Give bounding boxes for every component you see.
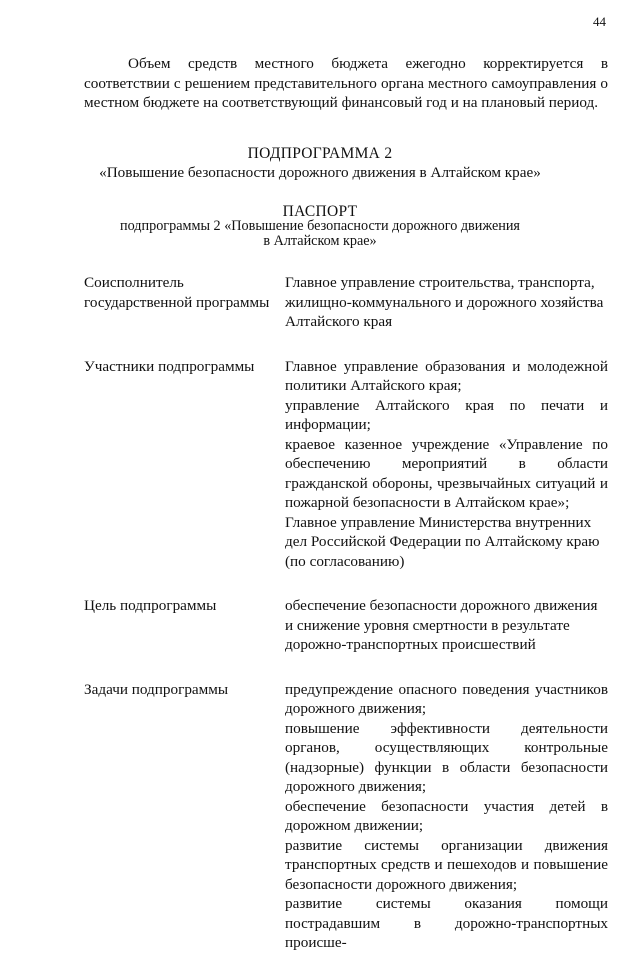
intro-text: Объем средств местного бюджета ежегодно корректируется в соответствии с решением представительного органа местного самоуправления о местном бюджете на соответствующий финансовый год и на плановый период. [84,55,608,111]
row-value-item: Главное управление строительства, транспорта, жилищно-коммунального и дорожного хозяйства Алтайского края [285,274,604,330]
row-value-item: предупреждение опасного поведения участников дорожного движения; [285,680,608,717]
row-value-item: развитие системы оказания помощи пострадавшим в дорожно-транспортных происше- [285,895,608,951]
row-value-item: Главное управление образования и молодежной политики Алтайского края; [285,357,608,394]
row-label: Цель подпрограммы [84,597,217,614]
row-value-item: повышение эффективности деятельности органов, осуществляющих контрольные (надзорные) функции в области безопасности дорожного движения; [285,719,608,795]
row-value-item: Главное управление Министерства внутренних дел Российской Федерации по Алтайскому краю (по согласованию) [285,513,600,570]
passport-row-tasks [84,680,608,953]
row-value-item: управление Алтайского края по печати и информации; [285,396,608,433]
row-value [285,357,608,572]
intro-paragraph [84,54,608,113]
passport-table [84,273,608,953]
passport-row-coexecutor [84,273,608,332]
row-label: Задачи подпрограммы [84,680,229,698]
row-value-item: развитие системы организации движения транспортных средств и пешеходов и повышение безопасности дорожного движения; [285,836,608,893]
row-value [285,273,608,332]
passport-description [0,219,640,248]
subprogram-title: ПОДПРОГРАММА 2 [247,145,393,162]
passport-title: ПАСПОРТ [282,203,358,220]
row-label: Соисполнитель государственной программы [84,274,270,311]
row-value-item: обеспечение безопасности дорожного движения и снижение уровня смертности в результате дорожно-транспортных происшествий [285,597,598,653]
row-value-item: краевое казенное учреждение «Управление по обеспечению мероприятий в области гражданской обороны, чрезвычайных ситуаций и пожарной безопасности в Алтайском крае»; [285,435,608,511]
subprogram-name: «Повышение безопасности дорожного движения в Алтайском крае» [99,164,541,181]
passport-row-participants [84,357,608,572]
row-value [285,680,608,953]
passport-description-line: подпрограммы 2 «Повышение безопасности дорожного движения [120,218,520,234]
row-value [285,596,608,655]
page-number: 44 [593,14,606,29]
passport-description-line: в Алтайском крае» [263,232,377,249]
row-label: Участники подпрограммы [84,357,255,375]
passport-row-goal [84,596,608,655]
row-value-item: обеспечение безопасности участия детей в дорожном движении; [285,797,608,834]
